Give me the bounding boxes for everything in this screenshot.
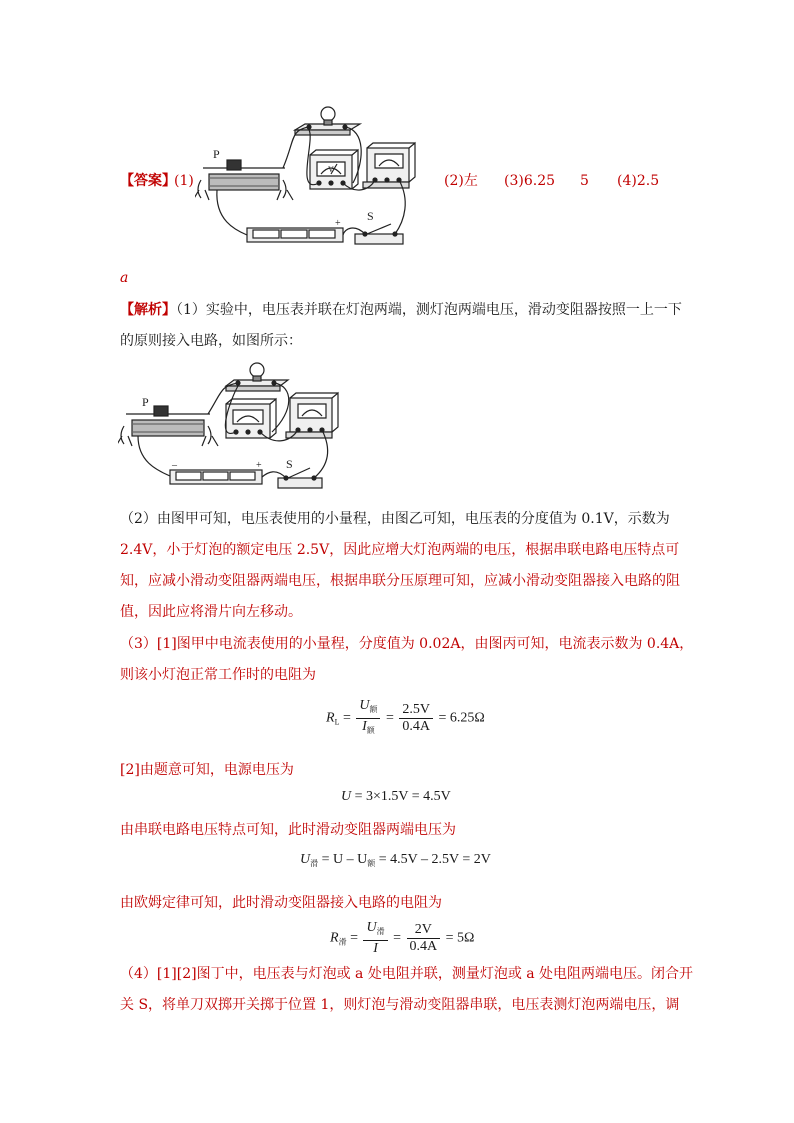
- equation-rheostat-voltage: $U_滑 = U - U_额 = 4.5V - 2.5V = 2V$: [300, 852, 491, 868]
- slider-label: P: [213, 147, 220, 161]
- analysis-p3-line2: 则该小灯泡正常工作时的电阻为: [120, 667, 316, 683]
- switch-label: S: [286, 457, 293, 471]
- equation-resistance-lamp: $R_L$ = $\frac{U_额}{I_额}$ = $\frac{2.5V}{0.4A}$ = 6.25Ω: [326, 698, 485, 735]
- analysis-p2-line1: （2）由图甲可知，电压表使用的小量程，由图乙可知，电压表的分度值为 0.1V，示数为: [120, 511, 670, 527]
- answer-q3-second: 5: [580, 173, 589, 189]
- analysis-p3-line3: [2]由题意可知，电源电压为: [120, 762, 294, 778]
- answer-q2: (2)左: [444, 173, 478, 189]
- circuit-figure-answer: [195, 100, 440, 260]
- analysis-p3-line5: 由欧姆定律可知，此时滑动变阻器接入电路的电阻为: [120, 895, 442, 911]
- answer-label: 【答案】: [120, 173, 176, 189]
- analysis-p4-line2: 关 S，将单刀双掷开关掷于位置 1，则灯泡与滑动变阻器串联，电压表测灯泡两端电压，调: [120, 997, 680, 1013]
- equation-source-voltage: U = 3×1.5V = 4.5V: [341, 789, 451, 804]
- analysis-label: 【解析】: [120, 302, 176, 318]
- voltmeter-symbol: V: [328, 165, 334, 174]
- answer-q3: (3)6.25: [504, 173, 556, 189]
- italic-a-label: a: [120, 270, 129, 286]
- answer-q4: (4)2.5: [617, 173, 660, 189]
- analysis-p4-line1: （4）[1][2]图丁中，电压表与灯泡或 a 处电阻并联，测量灯泡或 a 处电阻两端电压。闭合开: [120, 966, 694, 982]
- analysis-p1-line1: 【解析】（1）实验中，电压表并联在灯泡两端，测灯泡两端电压，滑动变阻器按照一上一下: [120, 302, 682, 318]
- analysis-p3-line4: 由串联电路电压特点可知，此时滑动变阻器两端电压为: [120, 822, 456, 838]
- answer-q1: (1): [174, 173, 194, 189]
- circuit-figure-analysis: [118, 356, 363, 496]
- battery-minus: –: [172, 460, 177, 471]
- switch-label: S: [367, 209, 374, 223]
- analysis-p2-line2: 2.4V，小于灯泡的额定电压 2.5V，因此应增大灯泡两端的电压，根据串联电路电压特点可: [120, 542, 680, 558]
- slider-label: P: [142, 395, 149, 409]
- battery-plus: +: [335, 218, 341, 229]
- analysis-p1-line2: 的原则接入电路，如图所示：: [120, 333, 302, 349]
- battery-plus: +: [256, 460, 262, 471]
- analysis-p2-line4: 值，因此应将滑片向左移动。: [120, 604, 302, 620]
- analysis-p3-line1: （3）[1]图甲中电流表使用的小量程，分度值为 0.02A，由图丙可知，电流表示数为 0.4A，: [120, 636, 694, 652]
- equation-rheostat-resistance: $R_滑$ = $\frac{U_滑}{I}$ = $\frac{2V}{0.4A}$ = 5Ω: [330, 920, 475, 956]
- analysis-p2-line3: 知，应减小滑动变阻器两端电压，根据串联分压原理可知，应减小滑动变阻器接入电路的阻: [120, 573, 680, 589]
